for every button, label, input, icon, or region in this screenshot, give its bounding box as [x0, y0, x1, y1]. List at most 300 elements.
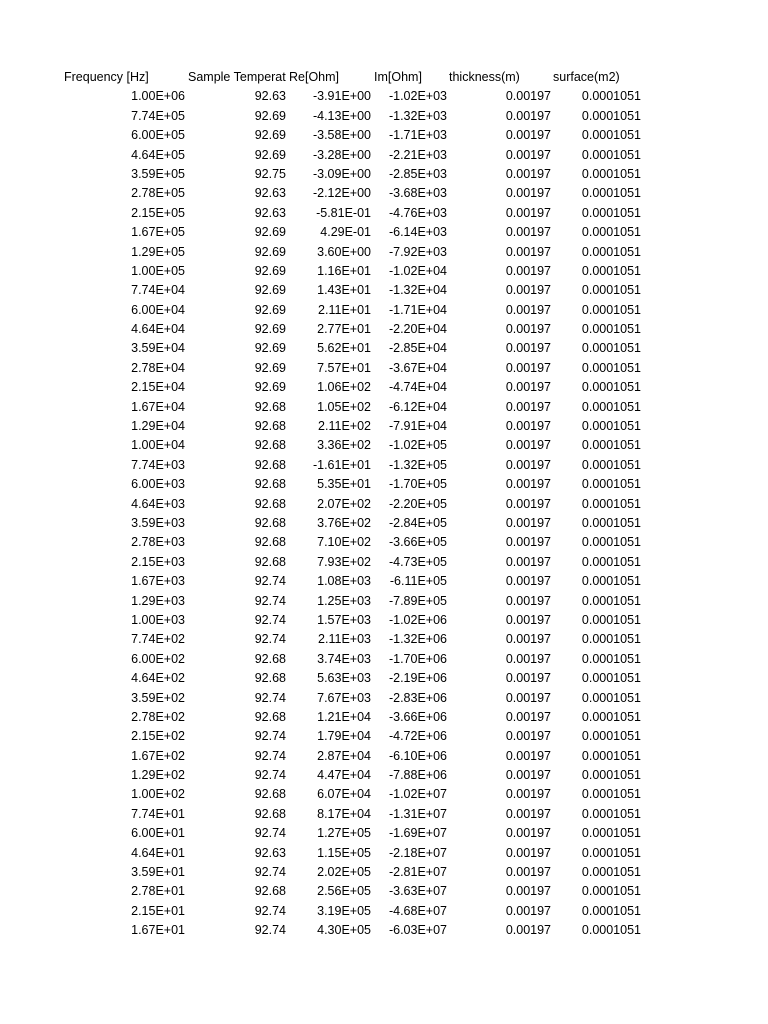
temperature-cell: 92.68: [254, 477, 286, 492]
im-ohm-cell: -1.69E+07: [388, 826, 447, 841]
temperature-cell: 92.68: [254, 787, 286, 802]
table-row: [60, 882, 650, 901]
surface-cell: 0.0001051: [581, 729, 641, 744]
surface-cell: 0.0001051: [581, 865, 641, 880]
temperature-cell: 92.68: [254, 438, 286, 453]
re-ohm-cell: 1.25E+03: [317, 593, 371, 608]
re-ohm-cell: 6.07E+04: [317, 787, 371, 802]
thickness-cell: 0.00197: [505, 826, 551, 841]
re-ohm-cell: 1.57E+03: [317, 612, 371, 627]
im-ohm-cell: -6.14E+03: [388, 225, 447, 240]
thickness-cell: 0.00197: [505, 89, 551, 104]
re-ohm-cell: -2.12E+00: [312, 186, 371, 201]
thickness-cell: 0.00197: [505, 535, 551, 550]
frequency-cell: 2.78E+02: [131, 709, 185, 724]
re-ohm-cell: 7.67E+03: [317, 690, 371, 705]
table-row: [60, 146, 650, 165]
header-sample-temperature: Sample Temperat: [188, 70, 286, 84]
data-table: [60, 68, 650, 941]
temperature-cell: 92.68: [254, 806, 286, 821]
im-ohm-cell: -1.71E+04: [388, 302, 447, 317]
frequency-cell: 1.67E+04: [131, 399, 185, 414]
table-row: [60, 378, 650, 397]
surface-cell: 0.0001051: [581, 884, 641, 899]
re-ohm-cell: -1.61E+01: [312, 457, 371, 472]
frequency-cell: 6.00E+01: [131, 826, 185, 841]
im-ohm-cell: -4.68E+07: [388, 903, 447, 918]
temperature-cell: 92.74: [254, 612, 286, 627]
table-row: [60, 747, 650, 766]
surface-cell: 0.0001051: [581, 108, 641, 123]
frequency-cell: 1.00E+02: [131, 787, 185, 802]
table-row: [60, 204, 650, 223]
thickness-cell: 0.00197: [505, 593, 551, 608]
table-row: [60, 592, 650, 611]
surface-cell: 0.0001051: [581, 147, 641, 162]
thickness-cell: 0.00197: [505, 515, 551, 530]
re-ohm-cell: 2.07E+02: [317, 496, 371, 511]
re-ohm-cell: 1.21E+04: [317, 709, 371, 724]
table-row: [60, 87, 650, 106]
temperature-cell: 92.69: [254, 302, 286, 317]
surface-cell: 0.0001051: [581, 477, 641, 492]
table-row: [60, 339, 650, 358]
surface-cell: 0.0001051: [581, 923, 641, 938]
table-row: [60, 417, 650, 436]
thickness-cell: 0.00197: [505, 574, 551, 589]
temperature-cell: 92.74: [254, 690, 286, 705]
temperature-cell: 92.74: [254, 748, 286, 763]
temperature-cell: 92.74: [254, 826, 286, 841]
thickness-cell: 0.00197: [505, 787, 551, 802]
re-ohm-cell: 3.60E+00: [317, 244, 371, 259]
table-row: [60, 727, 650, 746]
im-ohm-cell: -1.70E+05: [388, 477, 447, 492]
temperature-cell: 92.63: [254, 89, 286, 104]
temperature-cell: 92.69: [254, 380, 286, 395]
surface-cell: 0.0001051: [581, 748, 641, 763]
table-row: [60, 281, 650, 300]
table-row: [60, 456, 650, 475]
thickness-cell: 0.00197: [505, 322, 551, 337]
surface-cell: 0.0001051: [581, 806, 641, 821]
frequency-cell: 1.29E+04: [131, 419, 185, 434]
thickness-cell: 0.00197: [505, 166, 551, 181]
temperature-cell: 92.74: [254, 729, 286, 744]
table-row: [60, 262, 650, 281]
im-ohm-cell: -2.85E+04: [388, 341, 447, 356]
thickness-cell: 0.00197: [505, 108, 551, 123]
re-ohm-cell: 2.77E+01: [317, 322, 371, 337]
im-ohm-cell: -2.81E+07: [388, 865, 447, 880]
im-ohm-cell: -1.32E+04: [388, 283, 447, 298]
im-ohm-cell: -1.02E+07: [388, 787, 447, 802]
header-surface: surface(m2): [553, 70, 620, 84]
im-ohm-cell: -4.76E+03: [388, 205, 447, 220]
im-ohm-cell: -2.83E+06: [388, 690, 447, 705]
thickness-cell: 0.00197: [505, 457, 551, 472]
temperature-cell: 92.63: [254, 186, 286, 201]
surface-cell: 0.0001051: [581, 341, 641, 356]
thickness-cell: 0.00197: [505, 360, 551, 375]
surface-cell: 0.0001051: [581, 826, 641, 841]
re-ohm-cell: -3.91E+00: [312, 89, 371, 104]
re-ohm-cell: 4.29E-01: [320, 225, 371, 240]
thickness-cell: 0.00197: [505, 225, 551, 240]
frequency-cell: 2.78E+04: [131, 360, 185, 375]
thickness-cell: 0.00197: [505, 729, 551, 744]
table-row: [60, 902, 650, 921]
thickness-cell: 0.00197: [505, 263, 551, 278]
re-ohm-cell: 2.02E+05: [317, 865, 371, 880]
temperature-cell: 92.75: [254, 166, 286, 181]
surface-cell: 0.0001051: [581, 690, 641, 705]
temperature-cell: 92.69: [254, 341, 286, 356]
temperature-cell: 92.69: [254, 147, 286, 162]
frequency-cell: 4.64E+02: [131, 671, 185, 686]
im-ohm-cell: -4.73E+05: [388, 554, 447, 569]
thickness-cell: 0.00197: [505, 244, 551, 259]
frequency-cell: 7.74E+02: [131, 632, 185, 647]
re-ohm-cell: -3.28E+00: [312, 147, 371, 162]
surface-cell: 0.0001051: [581, 225, 641, 240]
surface-cell: 0.0001051: [581, 360, 641, 375]
surface-cell: 0.0001051: [581, 438, 641, 453]
re-ohm-cell: 2.56E+05: [317, 884, 371, 899]
thickness-cell: 0.00197: [505, 283, 551, 298]
re-ohm-cell: 2.11E+03: [318, 632, 371, 647]
temperature-cell: 92.74: [254, 903, 286, 918]
surface-cell: 0.0001051: [581, 671, 641, 686]
frequency-cell: 1.67E+01: [131, 923, 185, 938]
im-ohm-cell: -6.10E+06: [388, 748, 447, 763]
surface-cell: 0.0001051: [581, 535, 641, 550]
thickness-cell: 0.00197: [505, 651, 551, 666]
surface-cell: 0.0001051: [581, 787, 641, 802]
re-ohm-cell: 3.36E+02: [317, 438, 371, 453]
im-ohm-cell: -2.19E+06: [388, 671, 447, 686]
frequency-cell: 1.29E+02: [131, 768, 185, 783]
surface-cell: 0.0001051: [581, 263, 641, 278]
table-row: [60, 824, 650, 843]
table-body: [60, 87, 650, 940]
frequency-cell: 2.78E+03: [131, 535, 185, 550]
frequency-cell: 1.00E+05: [131, 263, 185, 278]
thickness-cell: 0.00197: [505, 380, 551, 395]
surface-cell: 0.0001051: [581, 166, 641, 181]
temperature-cell: 92.74: [254, 865, 286, 880]
temperature-cell: 92.69: [254, 360, 286, 375]
surface-cell: 0.0001051: [581, 845, 641, 860]
frequency-cell: 4.64E+03: [131, 496, 185, 511]
re-ohm-cell: 5.35E+01: [317, 477, 371, 492]
im-ohm-cell: -2.20E+05: [388, 496, 447, 511]
re-ohm-cell: 4.30E+05: [317, 923, 371, 938]
frequency-cell: 1.00E+06: [131, 89, 185, 104]
surface-cell: 0.0001051: [581, 128, 641, 143]
table-row: [60, 630, 650, 649]
frequency-cell: 1.29E+03: [131, 593, 185, 608]
header-thickness: thickness(m): [449, 70, 520, 84]
table-row: [60, 844, 650, 863]
thickness-cell: 0.00197: [505, 768, 551, 783]
table-row: [60, 436, 650, 455]
temperature-cell: 92.63: [254, 205, 286, 220]
surface-cell: 0.0001051: [581, 709, 641, 724]
im-ohm-cell: -1.02E+03: [388, 89, 447, 104]
re-ohm-cell: 7.57E+01: [317, 360, 371, 375]
im-ohm-cell: -1.02E+06: [388, 612, 447, 627]
frequency-cell: 2.78E+05: [131, 186, 185, 201]
im-ohm-cell: -3.66E+06: [388, 709, 447, 724]
header-re-ohm: Re[Ohm]: [289, 70, 340, 84]
frequency-cell: 6.00E+05: [131, 128, 185, 143]
im-ohm-cell: -6.03E+07: [388, 923, 447, 938]
table-row: [60, 708, 650, 727]
im-ohm-cell: -1.02E+05: [388, 438, 447, 453]
frequency-cell: 1.00E+03: [131, 612, 185, 627]
im-ohm-cell: -7.92E+03: [388, 244, 447, 259]
im-ohm-cell: -2.18E+07: [388, 845, 447, 860]
surface-cell: 0.0001051: [581, 419, 641, 434]
frequency-cell: 3.59E+04: [131, 341, 185, 356]
frequency-cell: 7.74E+03: [131, 457, 185, 472]
im-ohm-cell: -7.91E+04: [388, 419, 447, 434]
thickness-cell: 0.00197: [505, 845, 551, 860]
temperature-cell: 92.68: [254, 496, 286, 511]
thickness-cell: 0.00197: [505, 128, 551, 143]
surface-cell: 0.0001051: [581, 515, 641, 530]
table-row: [60, 805, 650, 824]
frequency-cell: 2.15E+04: [131, 380, 185, 395]
temperature-cell: 92.69: [254, 108, 286, 123]
frequency-cell: 2.15E+05: [131, 205, 185, 220]
im-ohm-cell: -1.70E+06: [388, 651, 447, 666]
re-ohm-cell: 3.19E+05: [317, 903, 371, 918]
surface-cell: 0.0001051: [581, 380, 641, 395]
re-ohm-cell: -4.13E+00: [312, 108, 371, 123]
table-row: [60, 223, 650, 242]
frequency-cell: 2.15E+02: [131, 729, 185, 744]
table-row: [60, 572, 650, 591]
table-row: [60, 165, 650, 184]
thickness-cell: 0.00197: [505, 419, 551, 434]
im-ohm-cell: -3.68E+03: [388, 186, 447, 201]
thickness-cell: 0.00197: [505, 302, 551, 317]
surface-cell: 0.0001051: [581, 554, 641, 569]
frequency-cell: 2.15E+01: [131, 903, 185, 918]
frequency-cell: 4.64E+01: [131, 845, 185, 860]
table-row: [60, 514, 650, 533]
re-ohm-cell: 1.08E+03: [317, 574, 371, 589]
thickness-cell: 0.00197: [505, 341, 551, 356]
thickness-cell: 0.00197: [505, 806, 551, 821]
table-row: [60, 243, 650, 262]
table-row: [60, 301, 650, 320]
surface-cell: 0.0001051: [581, 322, 641, 337]
im-ohm-cell: -6.11E+05: [389, 574, 447, 589]
frequency-cell: 1.67E+02: [131, 748, 185, 763]
temperature-cell: 92.69: [254, 225, 286, 240]
thickness-cell: 0.00197: [505, 186, 551, 201]
im-ohm-cell: -1.32E+03: [388, 108, 447, 123]
temperature-cell: 92.74: [254, 768, 286, 783]
re-ohm-cell: 2.11E+02: [318, 419, 371, 434]
header-frequency: Frequency [Hz]: [64, 70, 149, 84]
thickness-cell: 0.00197: [505, 496, 551, 511]
table-row: [60, 475, 650, 494]
re-ohm-cell: 7.10E+02: [317, 535, 371, 550]
thickness-cell: 0.00197: [505, 477, 551, 492]
table-row: [60, 495, 650, 514]
im-ohm-cell: -6.12E+04: [388, 399, 447, 414]
re-ohm-cell: 3.76E+02: [317, 515, 371, 530]
frequency-cell: 3.59E+02: [131, 690, 185, 705]
im-ohm-cell: -4.72E+06: [388, 729, 447, 744]
surface-cell: 0.0001051: [581, 89, 641, 104]
re-ohm-cell: 1.16E+01: [317, 263, 371, 278]
table-row: [60, 766, 650, 785]
thickness-cell: 0.00197: [505, 748, 551, 763]
table-row: [60, 785, 650, 804]
frequency-cell: 2.15E+03: [131, 554, 185, 569]
frequency-cell: 1.67E+03: [131, 574, 185, 589]
table-header-row: [60, 68, 650, 87]
re-ohm-cell: -3.58E+00: [312, 128, 371, 143]
im-ohm-cell: -2.84E+05: [388, 515, 447, 530]
im-ohm-cell: -3.67E+04: [388, 360, 447, 375]
surface-cell: 0.0001051: [581, 632, 641, 647]
frequency-cell: 7.74E+04: [131, 283, 185, 298]
thickness-cell: 0.00197: [505, 205, 551, 220]
temperature-cell: 92.69: [254, 283, 286, 298]
surface-cell: 0.0001051: [581, 205, 641, 220]
surface-cell: 0.0001051: [581, 244, 641, 259]
table-row: [60, 398, 650, 417]
thickness-cell: 0.00197: [505, 671, 551, 686]
surface-cell: 0.0001051: [581, 186, 641, 201]
im-ohm-cell: -1.32E+06: [388, 632, 447, 647]
frequency-cell: 6.00E+02: [131, 651, 185, 666]
frequency-cell: 3.59E+05: [131, 166, 185, 181]
table-row: [60, 669, 650, 688]
surface-cell: 0.0001051: [581, 768, 641, 783]
re-ohm-cell: 1.79E+04: [317, 729, 371, 744]
re-ohm-cell: -3.09E+00: [312, 166, 371, 181]
table-row: [60, 863, 650, 882]
table-row: [60, 184, 650, 203]
frequency-cell: 6.00E+04: [131, 302, 185, 317]
thickness-cell: 0.00197: [505, 690, 551, 705]
temperature-cell: 92.68: [254, 457, 286, 472]
re-ohm-cell: 2.87E+04: [317, 748, 371, 763]
im-ohm-cell: -7.88E+06: [388, 768, 447, 783]
surface-cell: 0.0001051: [581, 593, 641, 608]
temperature-cell: 92.68: [254, 419, 286, 434]
frequency-cell: 4.64E+04: [131, 322, 185, 337]
surface-cell: 0.0001051: [581, 302, 641, 317]
surface-cell: 0.0001051: [581, 399, 641, 414]
re-ohm-cell: -5.81E-01: [316, 205, 371, 220]
thickness-cell: 0.00197: [505, 438, 551, 453]
im-ohm-cell: -2.85E+03: [388, 166, 447, 181]
temperature-cell: 92.68: [254, 554, 286, 569]
temperature-cell: 92.69: [254, 263, 286, 278]
surface-cell: 0.0001051: [581, 574, 641, 589]
frequency-cell: 7.74E+05: [131, 108, 185, 123]
re-ohm-cell: 1.05E+02: [317, 399, 371, 414]
table-row: [60, 611, 650, 630]
header-im-ohm: Im[Ohm]: [374, 70, 422, 84]
im-ohm-cell: -4.74E+04: [388, 380, 447, 395]
surface-cell: 0.0001051: [581, 496, 641, 511]
table-row: [60, 921, 650, 940]
im-ohm-cell: -1.31E+07: [388, 806, 447, 821]
im-ohm-cell: -7.89E+05: [388, 593, 447, 608]
frequency-cell: 3.59E+03: [131, 515, 185, 530]
frequency-cell: 6.00E+03: [131, 477, 185, 492]
temperature-cell: 92.63: [254, 845, 286, 860]
thickness-cell: 0.00197: [505, 884, 551, 899]
re-ohm-cell: 5.62E+01: [317, 341, 371, 356]
im-ohm-cell: -3.66E+05: [388, 535, 447, 550]
re-ohm-cell: 1.27E+05: [317, 826, 371, 841]
temperature-cell: 92.69: [254, 244, 286, 259]
surface-cell: 0.0001051: [581, 612, 641, 627]
thickness-cell: 0.00197: [505, 399, 551, 414]
thickness-cell: 0.00197: [505, 147, 551, 162]
temperature-cell: 92.68: [254, 651, 286, 666]
temperature-cell: 92.74: [254, 632, 286, 647]
re-ohm-cell: 5.63E+03: [317, 671, 371, 686]
frequency-cell: 3.59E+01: [131, 865, 185, 880]
surface-cell: 0.0001051: [581, 457, 641, 472]
table-row: [60, 533, 650, 552]
table-row: [60, 650, 650, 669]
temperature-cell: 92.74: [254, 593, 286, 608]
temperature-cell: 92.74: [254, 574, 286, 589]
re-ohm-cell: 3.74E+03: [317, 651, 371, 666]
thickness-cell: 0.00197: [505, 709, 551, 724]
temperature-cell: 92.68: [254, 671, 286, 686]
frequency-cell: 1.67E+05: [131, 225, 185, 240]
re-ohm-cell: 1.43E+01: [317, 283, 371, 298]
thickness-cell: 0.00197: [505, 632, 551, 647]
temperature-cell: 92.68: [254, 515, 286, 530]
im-ohm-cell: -1.02E+04: [388, 263, 447, 278]
table-row: [60, 320, 650, 339]
temperature-cell: 92.68: [254, 709, 286, 724]
surface-cell: 0.0001051: [581, 903, 641, 918]
frequency-cell: 4.64E+05: [131, 147, 185, 162]
temperature-cell: 92.68: [254, 884, 286, 899]
table-row: [60, 359, 650, 378]
im-ohm-cell: -1.71E+03: [388, 128, 447, 143]
thickness-cell: 0.00197: [505, 554, 551, 569]
thickness-cell: 0.00197: [505, 612, 551, 627]
temperature-cell: 92.68: [254, 399, 286, 414]
temperature-cell: 92.68: [254, 535, 286, 550]
thickness-cell: 0.00197: [505, 865, 551, 880]
surface-cell: 0.0001051: [581, 283, 641, 298]
table-row: [60, 126, 650, 145]
table-row: [60, 107, 650, 126]
frequency-cell: 2.78E+01: [131, 884, 185, 899]
im-ohm-cell: -1.32E+05: [388, 457, 447, 472]
im-ohm-cell: -2.20E+04: [388, 322, 447, 337]
frequency-cell: 1.00E+04: [131, 438, 185, 453]
temperature-cell: 92.69: [254, 128, 286, 143]
